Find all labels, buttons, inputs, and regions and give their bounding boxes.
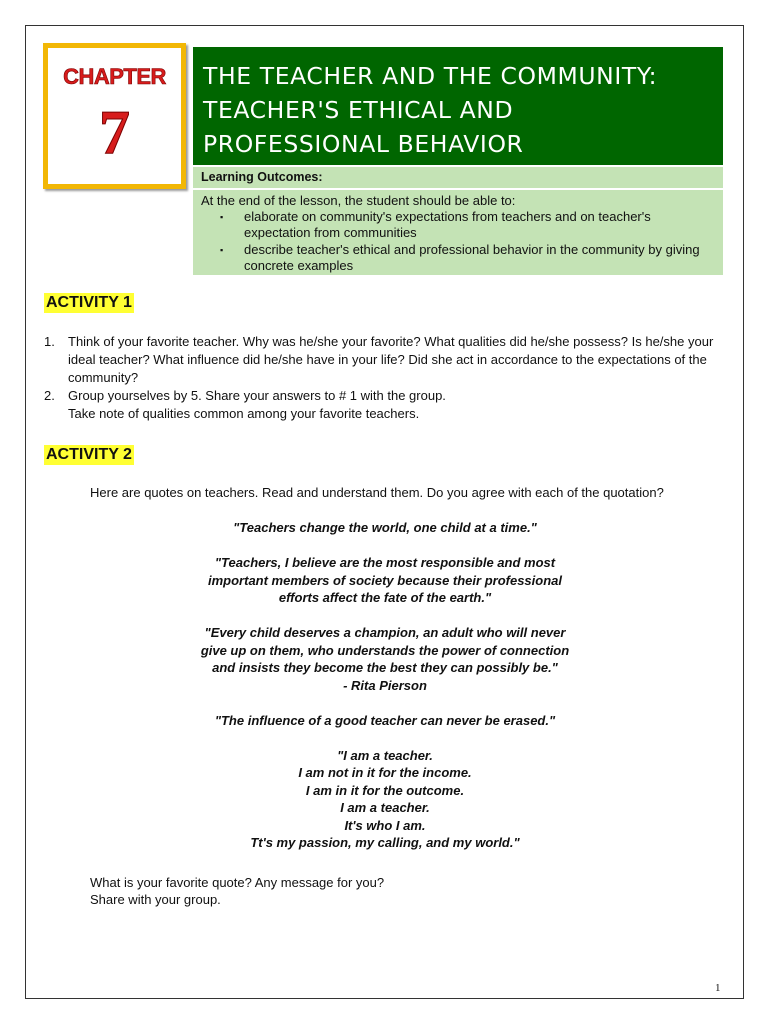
quote <box>150 712 620 730</box>
quote-line: Tt's my passion, my calling, and my world." <box>250 835 520 850</box>
chapter-title-bar <box>193 47 723 165</box>
learning-outcomes-list <box>220 209 713 275</box>
chapter-title-line: THE TEACHER AND THE COMMUNITY: <box>203 62 658 90</box>
outcome-text: describe teacher's ethical and professional behavior in the community by giving concrete examples <box>244 242 700 273</box>
quote-author: - Rita Pierson <box>343 677 427 693</box>
quote-line: "Every child deserves a champion, an adult who will never <box>204 625 566 640</box>
chapter-number: 7 <box>99 99 130 167</box>
list-item <box>44 333 734 387</box>
closing-prompt <box>90 874 384 908</box>
list-item <box>220 242 713 274</box>
item-number: 2. <box>44 388 55 403</box>
quotes-section <box>150 519 620 869</box>
quote-line: "Teachers, I believe are the most responsible and most <box>214 555 556 570</box>
quote <box>150 554 620 607</box>
chapter-title <box>203 59 715 161</box>
list-item <box>44 405 734 423</box>
quote-line: "The influence of a good teacher can never be erased." <box>214 712 556 728</box>
quote-line: "Teachers change the world, one child at a time." <box>233 520 537 535</box>
quote-line: It's who I am. <box>344 817 426 833</box>
closing-line: Share with your group. <box>90 892 221 907</box>
item-text: Think of your favorite teacher. Why was he/she your favorite? What qualities did he/she possess? Is he/she your ideal teacher? What influence did he/she have in your life? Did she act in accordance to the expectations of the community? <box>68 334 714 385</box>
activity-2-heading: ACTIVITY 2 <box>46 446 132 463</box>
chapter-badge <box>43 43 186 189</box>
quote <box>150 624 620 694</box>
learning-outcomes-heading: Learning Outcomes: <box>201 170 323 184</box>
quotes-intro: Here are quotes on teachers. Read and understand them. Do you agree with each of the quotation? <box>90 485 664 500</box>
outcome-text: elaborate on community's expectations from teachers and on teacher's expectation from communities <box>244 209 651 240</box>
list-item <box>44 387 734 405</box>
quote-line: important members of society because their professional <box>208 572 562 588</box>
closing-line: What is your favorite quote? Any message for you? <box>90 875 385 890</box>
quote <box>150 519 620 537</box>
quote-line: and insists they become the best they can possibly be." <box>212 660 558 675</box>
page-number: 1 <box>715 982 721 994</box>
bullet-icon: ▪ <box>220 212 224 222</box>
quote-line: I am in it for the outcome. <box>305 782 465 798</box>
bullet-icon: ▪ <box>220 245 224 255</box>
chapter-title-line: PROFESSIONAL BEHAVIOR <box>203 130 524 158</box>
quote-line: efforts affect the fate of the earth." <box>278 590 492 605</box>
activity-1-heading: ACTIVITY 1 <box>46 294 132 311</box>
list-item <box>220 209 713 241</box>
learning-outcomes-intro: At the end of the lesson, the student should be able to: <box>201 193 516 208</box>
item-number: 1. <box>44 334 55 349</box>
quote-line: give up on them, who understands the power of connection <box>200 642 570 658</box>
activity-1-list <box>44 333 734 423</box>
item-text: Take note of qualities common among your favorite teachers. <box>68 406 420 421</box>
learning-outcomes-box <box>193 190 723 275</box>
learning-outcomes-header <box>193 167 723 188</box>
quote-line: "I am a teacher. <box>337 747 433 763</box>
quote-line: I am not in it for the income. <box>298 765 472 780</box>
chapter-word: CHAPTER <box>63 64 166 89</box>
quote-line: I am a teacher. <box>340 800 430 815</box>
quote <box>150 747 620 852</box>
item-text: Group yourselves by 5. Share your answers to # 1 with the group. <box>68 388 446 403</box>
chapter-title-line: TEACHER'S ETHICAL AND <box>203 96 514 124</box>
